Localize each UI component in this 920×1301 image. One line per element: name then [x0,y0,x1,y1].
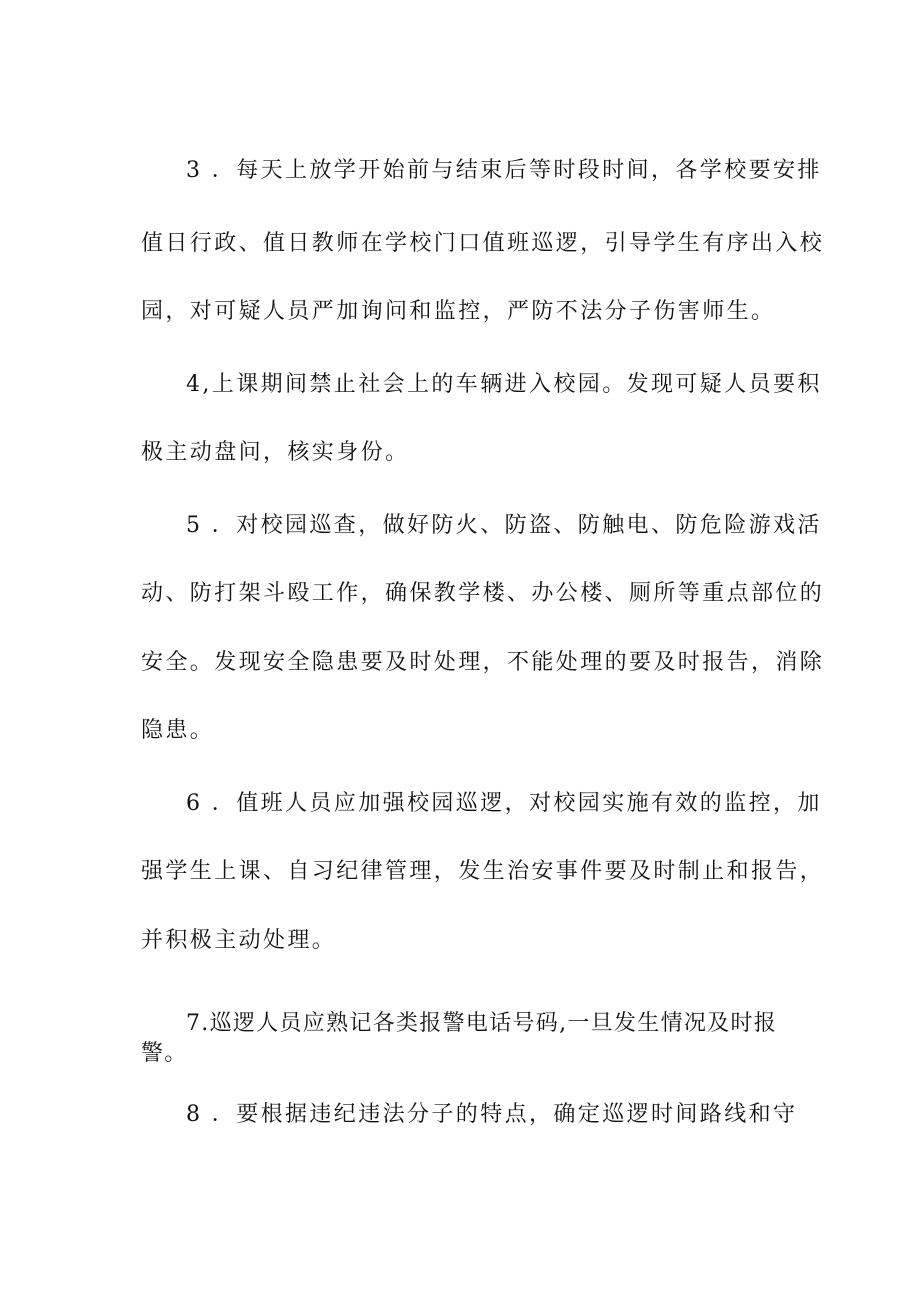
paragraph-line: 6 ．值班人员应加强校园巡逻，对校园实施有效的监控，加 [186,791,822,816]
paragraph-line: 7.巡逻人员应熟记各类报警电话号码,一旦发生情况及时报 [186,1011,778,1036]
paragraph-line: 动、防打架斗殴工作，确保教学楼、办公楼、厕所等重点部位的 [141,581,825,606]
paragraph-line: 8 ．要根据违纪违法分子的特点，确定巡逻时间路线和守 [186,1102,798,1127]
paragraph-line: 值日行政、值日教师在学校门口值班巡逻，引导学生有序出入校 [141,231,825,256]
paragraph-line: 4,上课期间禁止社会上的车辆进入校园。发现可疑人员要积 [186,372,822,397]
paragraph-line: 并积极主动处理。 [141,928,337,953]
paragraph-line: 极主动盘问，核实身份。 [141,440,410,465]
paragraph-line: 3 ．每天上放学开始前与结束后等时段时间，各学校要安排 [186,158,822,183]
paragraph-line: 园，对可疑人员严加询问和监控，严防不法分子伤害师生。 [141,299,776,324]
paragraph-line: 5 ．对校园巡查，做好防火、防盗、防触电、防危险游戏活 [186,513,822,538]
paragraph-line: 安全。发现安全隐患要及时处理，不能处理的要及时报告，消除 [141,650,825,675]
paragraph-line: 隐患。 [141,718,215,743]
paragraph-line: 警。 [141,1041,188,1066]
paragraph-line: 强学生上课、自习纪律管理，发生治安事件要及时制止和报告， [141,859,825,884]
